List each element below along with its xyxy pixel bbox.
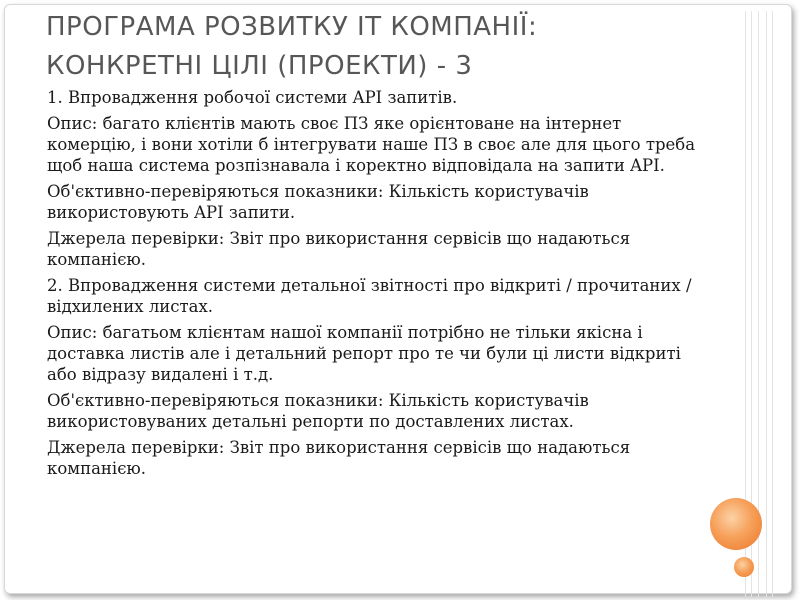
project-1-heading: 1. Впровадження робочої системи API запитів. — [47, 88, 458, 107]
project-2-description: Опис: багатьом клієнтам нашої компанії потрібно не тільки якісна і доставка листів але і детальний репорт про те чи були ці листи відкриті або відразу видалені і т.д. — [47, 323, 681, 384]
slide-title-line-1: ПРОГРАМА РОЗВИТКУ ІТ КОМПАНІЇ: — [46, 12, 538, 42]
project-1-description: Опис: багато клієнтів мають своє ПЗ яке орієнтоване на інтернет комерцію, і вони хотіли б інтегрувати наше ПЗ в своє але для цього треба щоб наша система розпізнавала і коректно відповідала на запити API. — [47, 114, 696, 175]
project-1-indicators: Об'єктивно-перевіряються показники: Кількість користувачів використовують API запити. — [47, 182, 589, 222]
slide-title — [46, 8, 746, 86]
project-2-verification-sources: Джерела перевірки: Звіт про використання сервісів що надаються компанією. — [47, 438, 631, 478]
project-1-verification-sources: Джерела перевірки: Звіт про використання сервісів що надаються компанією. — [47, 229, 631, 269]
slide-body — [47, 87, 707, 484]
slide-title-line-2: КОНКРЕТНІ ЦІЛІ (ПРОЕКТИ) - 3 — [46, 51, 473, 81]
project-2-indicators: Об'єктивно-перевіряються показники: Кількість користувачів використовуваних детальні репорти по доставлених листах. — [47, 391, 589, 431]
decorative-orange-circle-large — [710, 498, 762, 550]
decorative-orange-circle-small — [734, 557, 754, 577]
project-2-heading: 2. Впровадження системи детальної звітності про відкриті / прочитаних / відхилених листах. — [47, 276, 692, 316]
